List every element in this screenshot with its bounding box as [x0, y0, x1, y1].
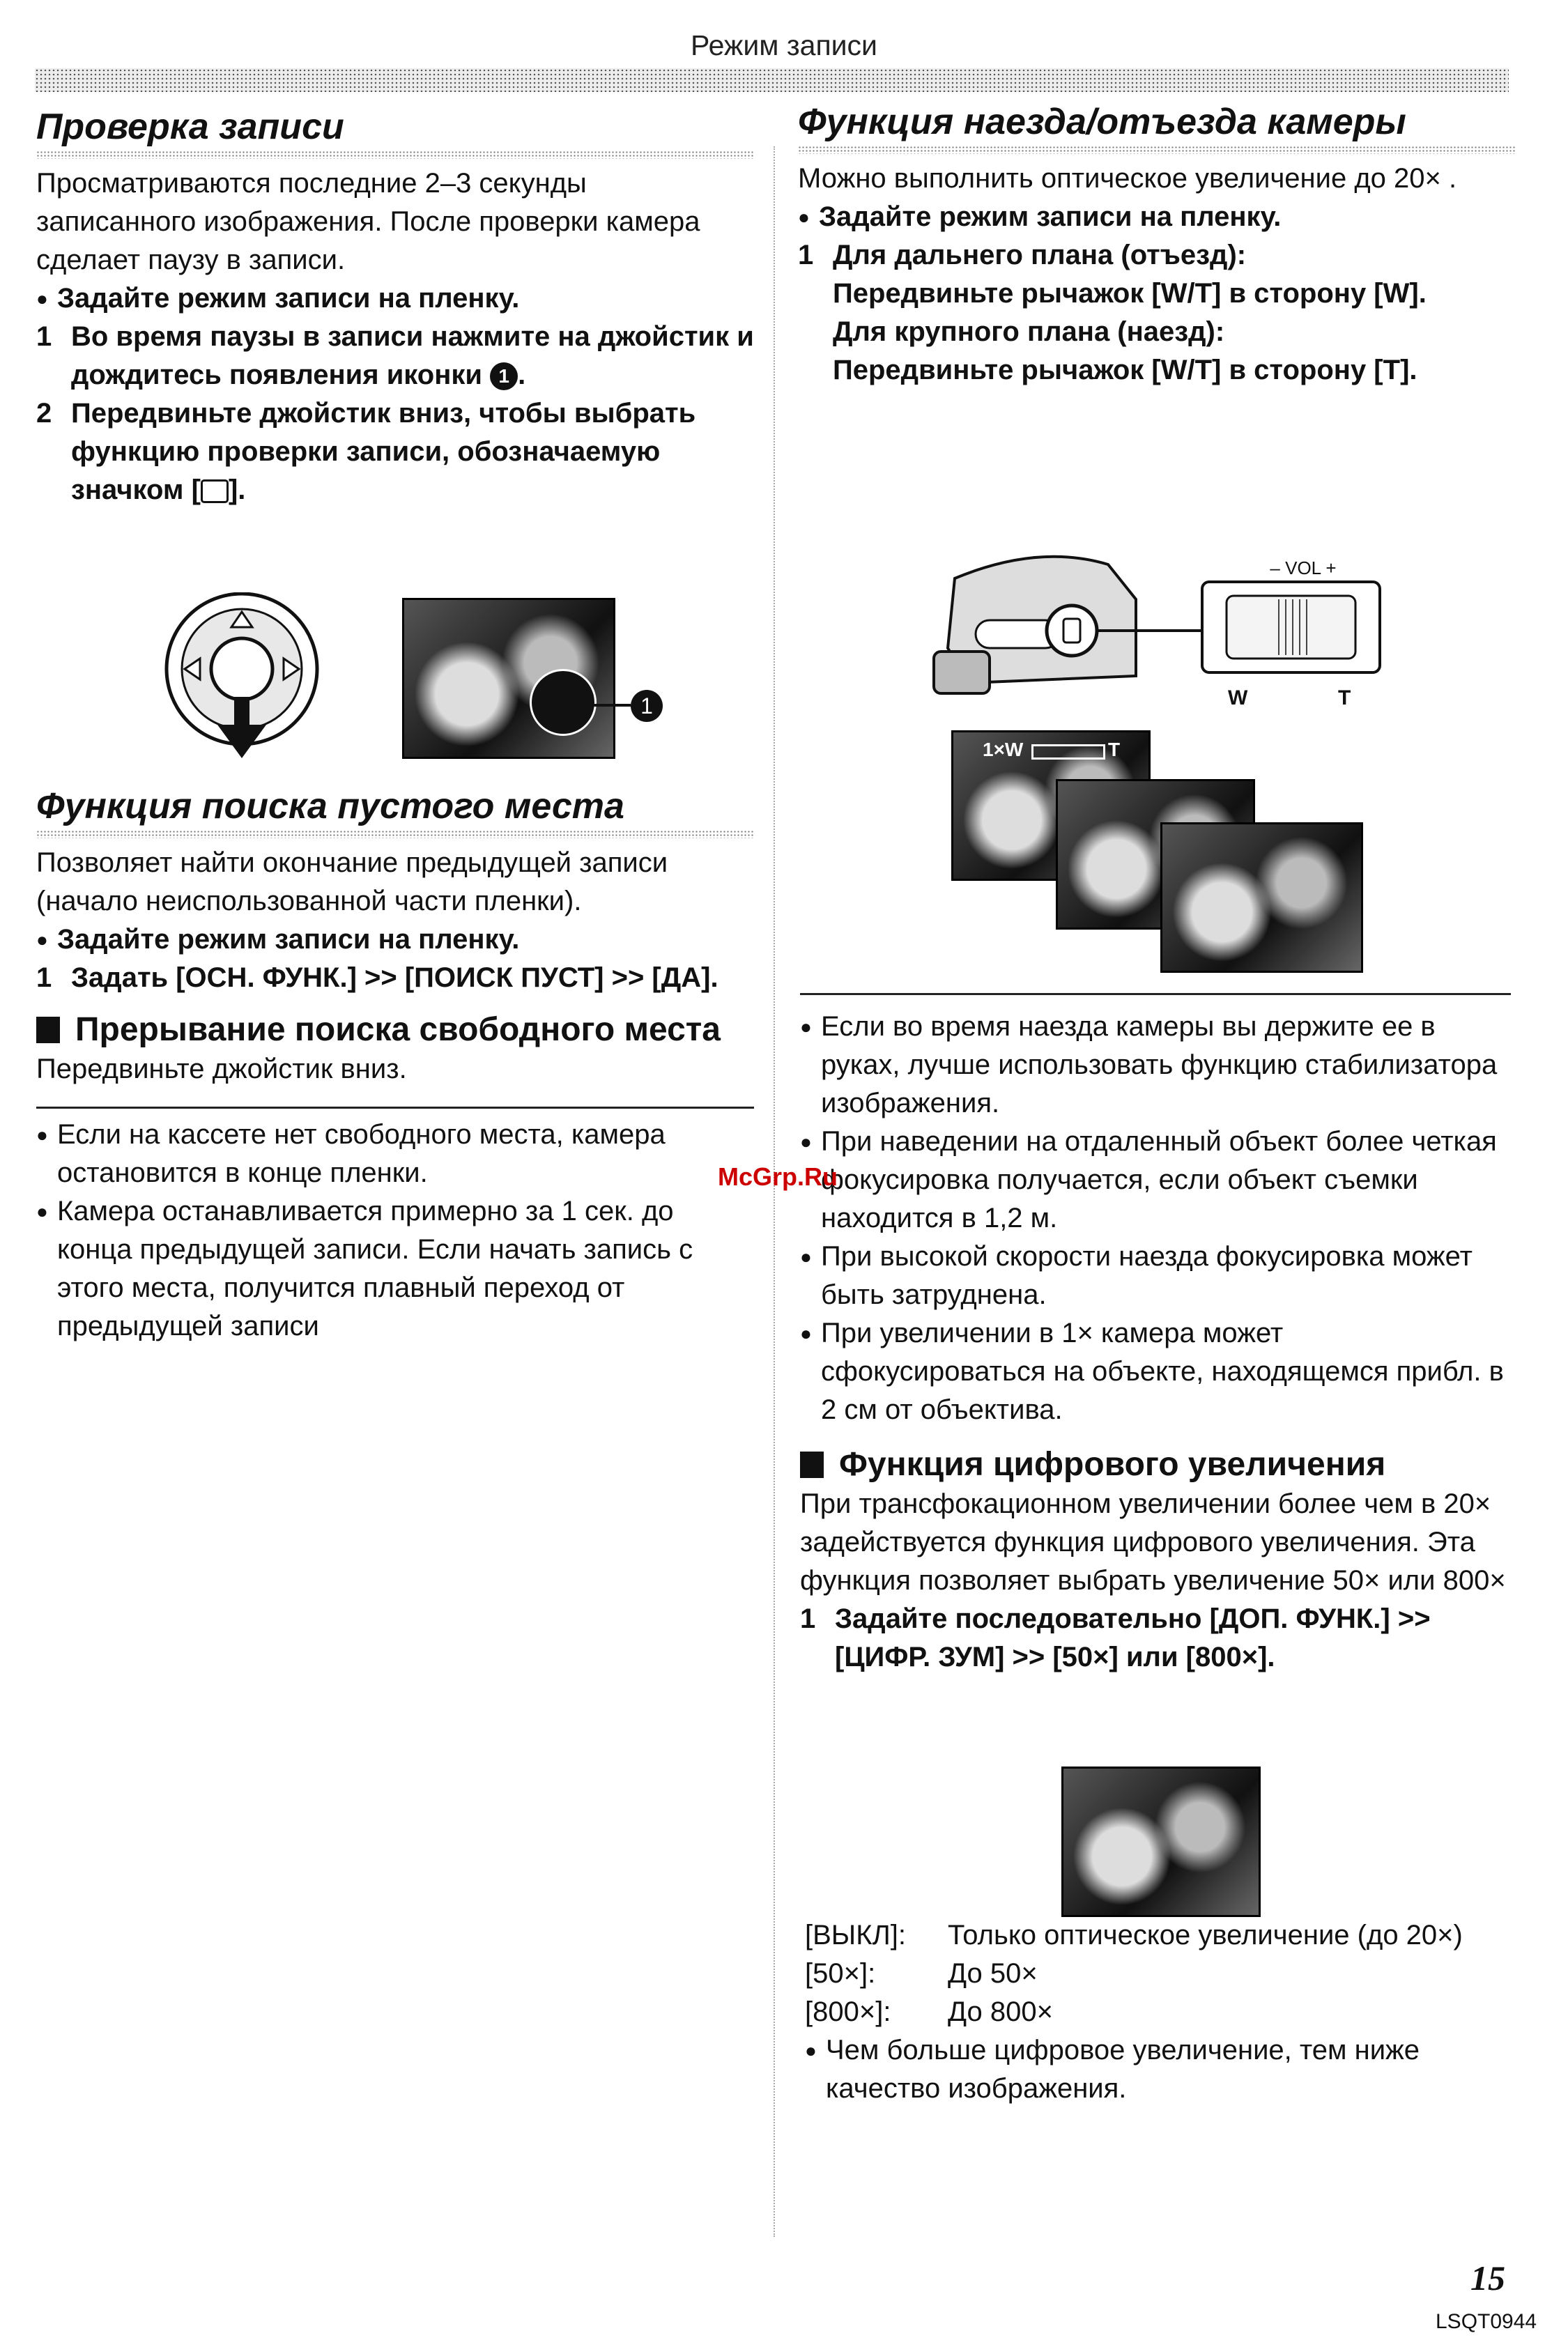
digital-zoom-intro: При трансфокационном увеличении более чем в 20× задействуется функция цифрового увеличения. Эта функция позволяет выбрать увеличение 50× или 800×: [800, 1488, 1506, 1596]
callout-1-icon: 1: [490, 362, 518, 390]
blank-search-intro: Позволяет найти окончание предыдущей записи (начало неиспользованной части пленки).: [36, 847, 668, 916]
zoom-screen-tele: [1160, 822, 1363, 973]
section-title-record-check: Проверка записи: [36, 107, 344, 147]
option-value: До 800×: [948, 1996, 1053, 2027]
right-column-notes: [800, 993, 1511, 1677]
record-check-icon: [201, 479, 229, 503]
zoom-note-1: ● Если во время наезда камеры вы держите ее в руках, лучше использовать функцию стабилизатора изображения.: [800, 1011, 1498, 1118]
page-number: 15: [1470, 2258, 1505, 2298]
blank-search-step-1: 1 Задать [ОСН. ФУНК.] >> [ПОИСК ПУСТ] >> [ДА].: [36, 962, 718, 993]
record-check-bullet: ● Задайте режим записи на пленку.: [36, 283, 520, 314]
callout-1-badge: 1: [631, 690, 663, 722]
section-title-blank-search: Функция поиска пустого места: [36, 786, 624, 826]
title-underline: [36, 151, 754, 159]
zoom-step-1: 1 Для дальнего плана (отъезд): Передвиньте рычажок [W/T] в сторону [W]. Для крупного плана (наезд): Передвиньте рычажок [W/T] в сторону [T].: [798, 240, 1427, 385]
digital-zoom-screen-photo: [1061, 1767, 1261, 1917]
zoom-note-3: ● При высокой скорости наезда фокусировка может быть затруднена.: [800, 1241, 1473, 1310]
zoom-indicator-w: 1×W: [983, 739, 1024, 760]
record-check-intro: Просматриваются последние 2–3 секунды записанного изображения. После проверки камера сделает паузу в записи.: [36, 168, 700, 275]
header-band: [35, 68, 1509, 92]
watermark: McGrp.Ru: [718, 1162, 838, 1191]
section-title-zoom: Функция наезда/отъезда камеры: [798, 102, 1406, 142]
zoom-bullet: ● Задайте режим записи на пленку.: [798, 201, 1282, 232]
square-bullet-icon: [800, 1452, 824, 1478]
joystick-illustration: [162, 592, 322, 760]
zoom-indicator-t: T: [1108, 739, 1121, 760]
lever-t-label: T: [1338, 686, 1351, 709]
option-key: [ВЫКЛ]:: [805, 1920, 906, 1950]
title-underline: [36, 830, 754, 838]
digital-zoom-table: [805, 1916, 1509, 2031]
lever-w-label: W: [1228, 686, 1248, 709]
square-bullet-icon: [36, 1017, 60, 1043]
option-key: [800×]:: [805, 1996, 891, 2027]
zoom-bar: [1031, 744, 1105, 760]
zoom-note-4: ● При увеличении в 1× камера может сфокусироваться на объекте, находящемся прибл. в 2 см от объектива.: [800, 1318, 1504, 1425]
notes-divider: [800, 993, 1511, 995]
lever-vol-label: – VOL +: [1270, 557, 1337, 578]
interrupt-text: Передвиньте джойстик вниз.: [36, 1054, 407, 1084]
digital-zoom-options: [805, 1916, 1509, 2108]
record-check-step-1: 1 Во время паузы в записи нажмите на джойстик и дождитесь появления иконки 1 .: [36, 321, 754, 390]
blank-search-bullet: ● Задайте режим записи на пленку.: [36, 924, 520, 955]
zoom-note-2: ● При наведении на отдаленный объект более четкая фокусировка получается, если объект съемки находится в 1,2 м.: [800, 1126, 1497, 1233]
column-separator: [774, 146, 775, 2237]
record-check-step-2: 2 Передвиньте джойстик вниз, чтобы выбрать функцию проверки записи, обозначаемую значком [ ].: [36, 398, 696, 505]
notes-divider: [36, 1107, 754, 1109]
subsection-title-digital-zoom: Функция цифрового увеличения: [800, 1445, 1511, 1485]
digital-zoom-note: ● Чем больше цифровое увеличение, тем ниже качество изображения.: [805, 2035, 1420, 2104]
recording-check-indicator: [530, 669, 597, 736]
blank-search-note-1: ● Если на кассете нет свободного места, камера остановится в конце пленки.: [36, 1119, 666, 1188]
subsection-title-interrupt: Прерывание поиска свободного места: [36, 1010, 754, 1050]
right-column: [798, 100, 1516, 390]
blank-search-note-2: ● Камера останавливается примерно за 1 сек. до конца предыдущей записи. Если начать запись с этого места, получится плавный переход от предыдущей записи: [36, 1196, 693, 1341]
title-underline: [798, 146, 1516, 154]
left-column-lower: [36, 784, 754, 1346]
option-value: Только оптическое увеличение (до 20×): [948, 1920, 1463, 1950]
option-value: До 50×: [948, 1958, 1038, 1989]
left-column: [36, 105, 754, 509]
callout-line: [592, 704, 631, 707]
option-key: [50×]:: [805, 1958, 876, 1989]
page-header-title: Режим записи: [691, 29, 877, 61]
document-code: LSQT0944: [1436, 2310, 1537, 2333]
digital-zoom-step-1: 1 Задайте последовательно [ДОП. ФУНК.] >> [ЦИФР. ЗУМ] >> [50×] или [800×].: [800, 1603, 1431, 1672]
zoom-intro: Можно выполнить оптическое увеличение до 20× .: [798, 163, 1457, 194]
